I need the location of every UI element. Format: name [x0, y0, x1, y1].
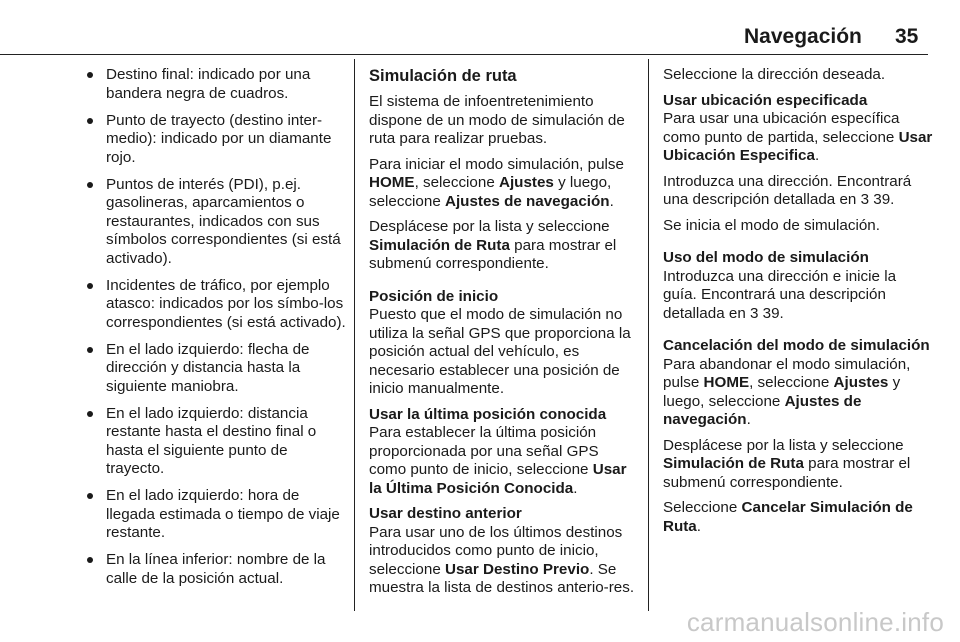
ajustes-navegacion-term: Ajustes de navegación	[444, 192, 610, 210]
paragraph: Para abandonar el modo simulación, pulse HOME, seleccione Ajustes y luego, seleccione Ajustes de navegación.	[663, 355, 911, 428]
paragraph: Para establecer la última posición proporcionada por una señal GPS como punto de inicio, seleccione Usar la Última Posición Conocida.	[369, 424, 627, 497]
ultima-posicion-term: Usar la Última Posición Conocida	[369, 461, 627, 497]
paragraph: Puesto que el modo de simulación no utiliza la señal GPS que proporciona la posición actual del vehículo, es necesario establecer una posición de inicio manualmente.	[369, 306, 631, 397]
list-item: Puntos de interés (PDI), p.ej. gasolineras, aparcamientos o restaurantes, indicados con sus símbolos correspondientes (si está activado).	[86, 176, 346, 269]
subheading: Usar la última posición conocida	[369, 405, 607, 423]
list-item: En el lado izquierdo: flecha de dirección y distancia hasta la siguiente maniobra.	[86, 341, 346, 397]
ajustes-term: Ajustes	[498, 174, 554, 191]
column-2	[369, 66, 635, 605]
list-item: En el lado izquierdo: distancia restante hasta el destino final o hasta el siguiente punto de trayecto.	[86, 405, 346, 479]
paragraph: Introduzca una dirección. Encontrará una descripción detallada en 3 39.	[663, 172, 912, 208]
column-3	[663, 66, 933, 543]
column-1	[86, 66, 346, 597]
destino-previo-term: Usar Destino Previo	[444, 560, 590, 578]
list-item: En la línea inferior: nombre de la calle de la posición actual.	[86, 551, 346, 588]
paragraph: Seleccione la dirección deseada.	[663, 66, 886, 83]
subheading: Uso del modo de simulación	[663, 249, 869, 266]
paragraph: Seleccione Cancelar Simulación de Ruta.	[663, 499, 913, 535]
paragraph: Desplácese por la lista y seleccione Simulación de Ruta para mostrar el submenú correspondiente.	[369, 218, 617, 272]
paragraph: Introduzca una dirección e inicie la guía. Encontrará una descripción detallada en 3 39.	[663, 267, 897, 322]
cancelar-simulacion-term: Cancelar Simulación de Ruta	[663, 499, 913, 535]
map-legend-list	[86, 66, 346, 588]
ajustes-term: Ajustes	[833, 374, 889, 391]
subheading: Usar destino anterior	[369, 505, 522, 522]
ajustes-navegacion-term: Ajustes de navegación	[663, 392, 862, 428]
page-reference-icon: 3	[749, 304, 759, 322]
subheading: Cancelación del modo de simulación	[663, 337, 930, 354]
subheading: Posición de inicio	[369, 287, 499, 305]
paragraph: Para usar una ubicación específica como punto de partida, seleccione Usar Ubicación Especifica.	[663, 110, 933, 164]
list-item: Punto de trayecto (destino inter-medio): indicado por un diamante rojo.	[86, 112, 346, 168]
list-item: Incidentes de tráfico, por ejemplo atasco: indicados por los símbo-los correspondientes (si está activado).	[86, 277, 346, 333]
watermark: carmanualsonline.info	[686, 607, 944, 637]
column-divider-2	[648, 59, 649, 611]
page-number: 35	[895, 25, 919, 48]
page-reference-icon: 3	[860, 191, 870, 208]
paragraph: El sistema de infoentretenimiento dispone de un modo de simulación de ruta para realizar pruebas.	[369, 93, 625, 147]
paragraph: Se inicia el modo de simulación.	[663, 216, 880, 234]
subheading: Usar ubicación especificada	[663, 91, 868, 109]
column-divider-1	[354, 59, 355, 611]
paragraph: Para iniciar el modo simulación, pulse HOME, seleccione Ajustes y luego, seleccione Ajustes de navegación.	[369, 155, 624, 210]
simulacion-ruta-term: Simulación de Ruta	[663, 455, 804, 472]
simulacion-ruta-term: Simulación de Ruta	[369, 236, 510, 254]
home-term: HOME	[703, 374, 750, 391]
paragraph: Para usar uno de los últimos destinos introducidos como punto de inicio, seleccione Usar Destino Previo. Se muestra la lista de destinos anterio-res.	[369, 523, 635, 596]
list-item: En el lado izquierdo: hora de llegada estimada o tiempo de viaje restante.	[86, 487, 346, 543]
paragraph: Desplácese por la lista y seleccione Simulación de Ruta para mostrar el submenú correspondiente.	[663, 436, 911, 491]
page-title: Navegación	[744, 25, 862, 48]
home-term: HOME	[369, 174, 415, 191]
header-divider	[0, 54, 928, 55]
section-heading: Simulación de ruta	[369, 67, 517, 85]
list-item: Destino final: indicado por una bandera negra de cuadros.	[86, 66, 346, 103]
ubicacion-especifica-term: Usar Ubicación Especifica	[663, 128, 933, 164]
